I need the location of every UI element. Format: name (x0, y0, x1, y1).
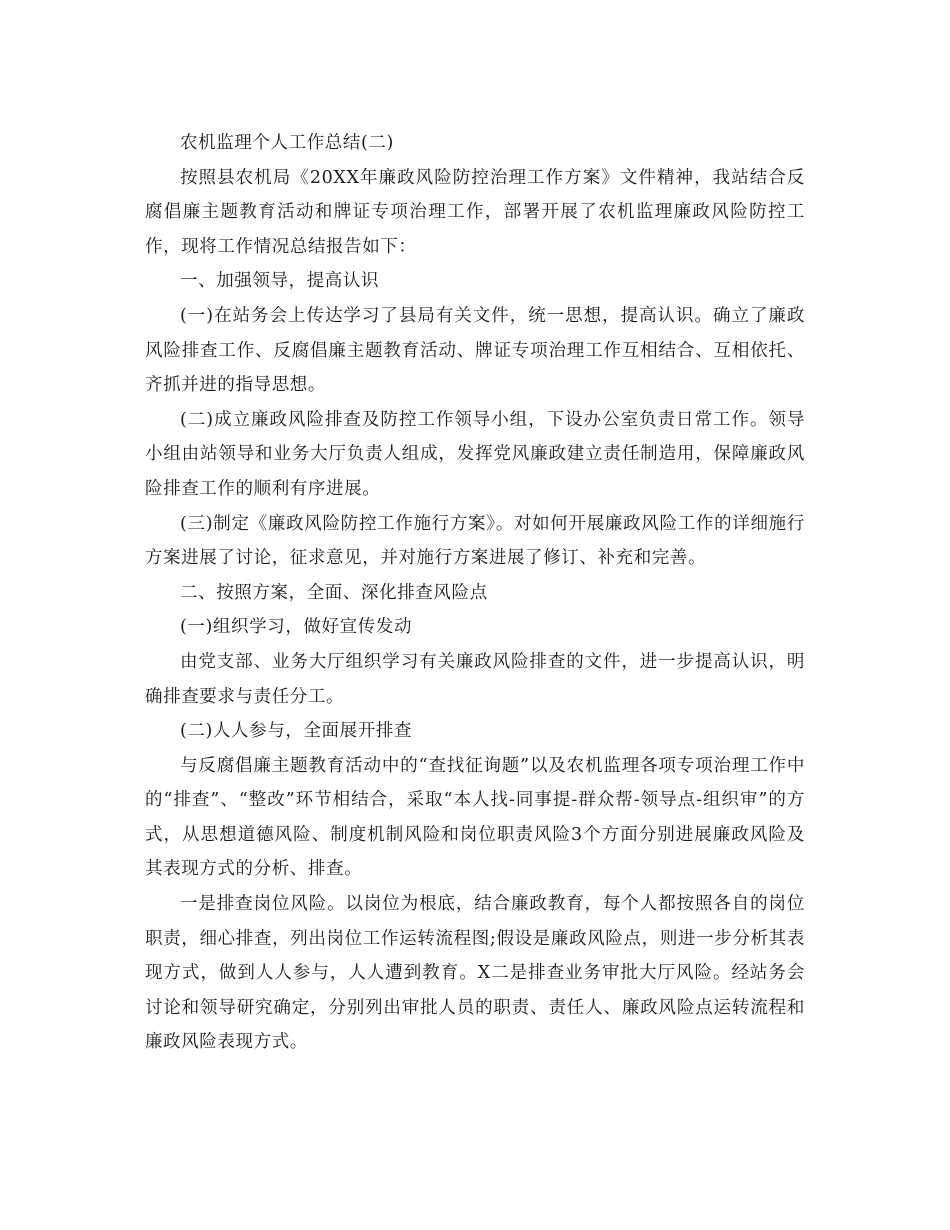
paragraph-2-1: 由党支部、业务大厅组织学习有关廉政风险排查的文件，进一步提高认识，明确排查要求与责任分工。 (145, 651, 805, 707)
document-title: 农机监理个人工作总结(二) (180, 133, 394, 153)
intro-paragraph: 按照县农机局《20XX年廉政风险防控治理工作方案》文件精神，我站结合反腐倡廉主题教育活动和牌证专项治理工作，部署开展了农机监理廉政风险防控工作，现将工作情况总结报告如下： (145, 167, 805, 257)
paragraph-2-2: 与反腐倡廉主题教育活动中的“查找征询题”以及农机监理各项专项治理工作中的“排查”、“整改”环节相结合，采取“本人找-同事提-群众帮-领导点-组织审”的方式，从思想道德风险、制度机制风险和岗位职责风险3个方面分别进展廉政风险及其表现方式的分析、排查。 (145, 755, 805, 880)
paragraph-2-3: 一是排查岗位风险。以岗位为根底，结合廉政教育，每个人都按照各自的岗位职责，细心排查，列出岗位工作运转流程图;假设是廉政风险点，则进一步分析其表现方式，做到人人参与，人人遭到教育。X二是排查业务审批大厅风险。经站务会讨论和领导研究确定，分别列出审批人员的职责、责任人、廉政风险点运转流程和廉政风险表现方式。 (145, 894, 805, 1053)
section-heading-2: 二、按照方案，全面、深化排查风险点 (180, 582, 488, 603)
paragraph-1-1: (一)在站务会上传达学习了县局有关文件，统一思想，提高认识。确立了廉政风险排查工作、反腐倡廉主题教育活动、牌证专项治理工作互相结合、互相依托、齐抓并进的指导思想。 (145, 305, 805, 396)
paragraph-1-2: (二)成立廉政风险排查及防控工作领导小组，下设办公室负责日常工作。领导小组由站领导和业务大厅负责人组成，发挥党风廉政建立责任制造用，保障廉政风险排查工作的顺利有序进展。 (145, 409, 805, 499)
document-body (145, 126, 805, 1060)
paragraph-1-3: (三)制定《廉政风险防控工作施行方案》。对如何开展廉政风险工作的详细施行方案进展了讨论，征求意见，并对施行方案进展了修订、补充和完善。 (145, 513, 805, 569)
subheading-2-2: (二)人人参与，全面展开排查 (180, 721, 413, 742)
subheading-2-1: (一)组织学习，做好宣传发动 (180, 617, 413, 638)
section-heading-1: 一、加强领导，提高认识 (180, 271, 380, 292)
